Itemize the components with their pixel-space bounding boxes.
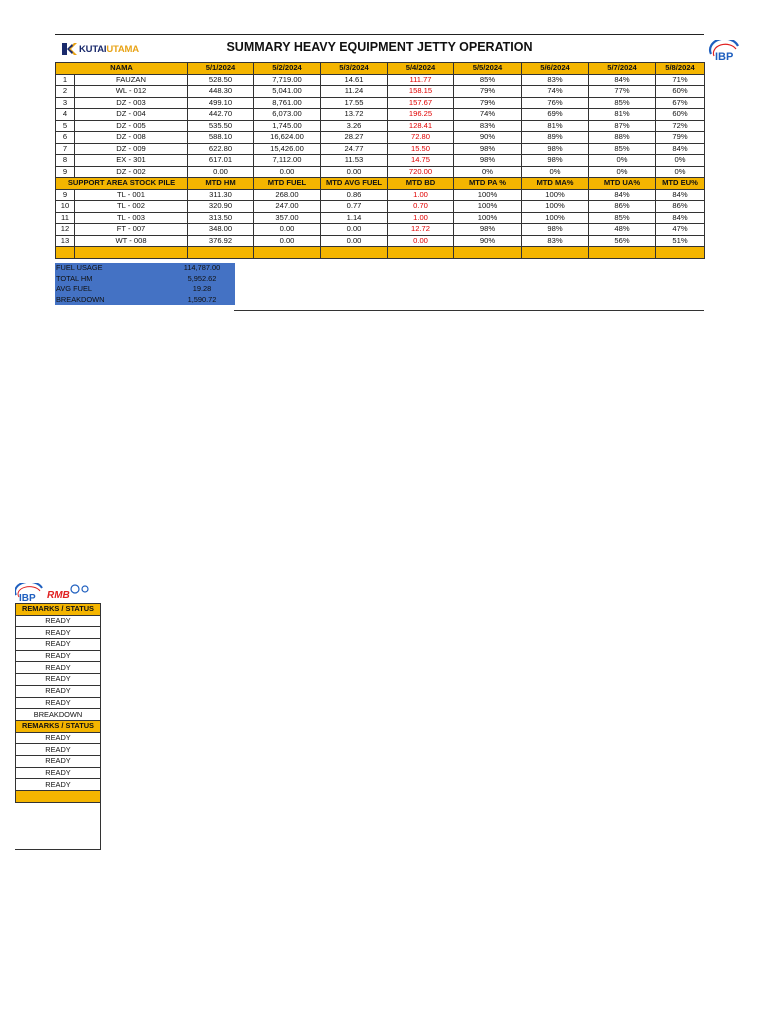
avg-fuel-cell: 3.26 (321, 120, 388, 132)
avg-fuel-cell: 28.27 (321, 132, 388, 144)
hm-cell: 320.90 (188, 201, 254, 213)
ibp-logo-icon (708, 40, 742, 62)
pa-cell: 98% (454, 143, 522, 155)
hm-cell: 376.92 (188, 235, 254, 247)
status-cell: READY (16, 779, 101, 791)
fuel-cell: 1,745.00 (254, 120, 321, 132)
summary-value: 19.28 (169, 284, 235, 295)
fuel-cell: 0.00 (254, 166, 321, 178)
unit-name: TL - 002 (75, 201, 188, 213)
fuel-cell: 15,426.00 (254, 143, 321, 155)
pa-cell: 0% (454, 166, 522, 178)
row-number: 2 (56, 86, 75, 98)
bd-cell: 72.80 (388, 132, 454, 144)
remarks-row (16, 627, 101, 639)
eu-cell: 0% (656, 155, 705, 167)
row-number: 13 (56, 235, 75, 247)
unit-name: DZ - 003 (75, 97, 188, 109)
avg-fuel-cell: 17.55 (321, 97, 388, 109)
column-header: 5/6/2024 (522, 63, 589, 75)
ua-cell: 85% (589, 212, 656, 224)
ua-cell: 84% (589, 74, 656, 86)
unit-name: DZ - 009 (75, 143, 188, 155)
avg-fuel-cell: 14.61 (321, 74, 388, 86)
hm-cell: 442.70 (188, 109, 254, 121)
ma-cell: 98% (522, 155, 589, 167)
summary-row (55, 295, 235, 306)
fuel-cell: 247.00 (254, 201, 321, 213)
table-row (56, 132, 705, 144)
ua-cell: 88% (589, 132, 656, 144)
table-row (56, 86, 705, 98)
summary-label: FUEL USAGE (55, 263, 169, 274)
ma-cell: 100% (522, 212, 589, 224)
pa-cell: 90% (454, 132, 522, 144)
status-cell: READY (16, 615, 101, 627)
ma-cell: 83% (522, 74, 589, 86)
remarks-header: REMARKS / STATUS (16, 720, 101, 732)
bd-cell: 15.50 (388, 143, 454, 155)
eu-cell: 0% (656, 166, 705, 178)
status-cell: READY (16, 639, 101, 651)
summary-label: AVG FUEL (55, 284, 169, 295)
pa-cell: 100% (454, 201, 522, 213)
ua-cell: 0% (589, 166, 656, 178)
bd-cell: 14.75 (388, 155, 454, 167)
fuel-cell: 0.00 (254, 235, 321, 247)
ua-cell: 84% (589, 189, 656, 201)
table-row (56, 143, 705, 155)
remarks-row (16, 650, 101, 662)
summary-row (55, 284, 235, 295)
status-cell: READY (16, 767, 101, 779)
summary-label: TOTAL HM (55, 274, 169, 285)
table-row (56, 74, 705, 86)
remarks-empty-area (15, 803, 101, 850)
ua-cell: 56% (589, 235, 656, 247)
fuel-cell: 357.00 (254, 212, 321, 224)
row-number: 9 (56, 189, 75, 201)
remarks-header-row (16, 720, 101, 732)
remarks-table (15, 603, 101, 803)
bd-cell: 196.25 (388, 109, 454, 121)
remarks-blank-row (16, 791, 101, 803)
row-number: 7 (56, 143, 75, 155)
status-cell: READY (16, 732, 101, 744)
status-cell: READY (16, 674, 101, 686)
column-header: NAMA (56, 63, 188, 75)
avg-fuel-cell: 0.86 (321, 189, 388, 201)
bd-cell: 128.41 (388, 120, 454, 132)
eu-cell: 51% (656, 235, 705, 247)
hm-cell: 0.00 (188, 166, 254, 178)
column-header: MTD MA% (522, 178, 589, 190)
table-row (56, 235, 705, 247)
table-row (56, 166, 705, 178)
bd-cell: 720.00 (388, 166, 454, 178)
column-header: 5/4/2024 (388, 63, 454, 75)
status-cell: BREAKDOWN (16, 709, 101, 721)
table-row (56, 120, 705, 132)
column-header: MTD UA% (589, 178, 656, 190)
column-header: 5/7/2024 (589, 63, 656, 75)
ua-cell: 87% (589, 120, 656, 132)
fuel-cell: 6,073.00 (254, 109, 321, 121)
avg-fuel-cell: 24.77 (321, 143, 388, 155)
column-header: MTD HM (188, 178, 254, 190)
ua-cell: 77% (589, 86, 656, 98)
eu-cell: 60% (656, 109, 705, 121)
row-number: 6 (56, 132, 75, 144)
remarks-row (16, 779, 101, 791)
unit-name: EX - 301 (75, 155, 188, 167)
unit-name: DZ - 005 (75, 120, 188, 132)
table-row (56, 201, 705, 213)
fuel-cell: 7,112.00 (254, 155, 321, 167)
report-title: SUMMARY HEAVY EQUIPMENT JETTY OPERATION (226, 40, 533, 54)
column-header: 5/1/2024 (188, 63, 254, 75)
remarks-row (16, 709, 101, 721)
eu-cell: 84% (656, 143, 705, 155)
bd-cell: 0.00 (388, 235, 454, 247)
kutai-logo-text: KUTAIUTAMA (79, 43, 139, 55)
row-number: 10 (56, 201, 75, 213)
fuel-cell: 16,624.00 (254, 132, 321, 144)
bd-cell: 158.15 (388, 86, 454, 98)
panel-logos (15, 583, 101, 603)
summary-value: 5,952.62 (169, 274, 235, 285)
row-number: 5 (56, 120, 75, 132)
title-bar (55, 34, 734, 62)
ua-cell: 81% (589, 109, 656, 121)
column-header: 5/8/2024 (656, 63, 705, 75)
bd-cell: 1.00 (388, 189, 454, 201)
hm-cell: 622.80 (188, 143, 254, 155)
fuel-cell: 7,719.00 (254, 74, 321, 86)
pa-cell: 98% (454, 224, 522, 236)
ma-cell: 100% (522, 189, 589, 201)
bd-cell: 111.77 (388, 74, 454, 86)
column-header: SUPPORT AREA STOCK PILE (56, 178, 188, 190)
fuel-cell: 268.00 (254, 189, 321, 201)
pa-cell: 79% (454, 97, 522, 109)
avg-fuel-cell: 11.24 (321, 86, 388, 98)
unit-name: FT - 007 (75, 224, 188, 236)
ua-cell: 85% (589, 97, 656, 109)
pa-cell: 90% (454, 235, 522, 247)
remarks-row (16, 744, 101, 756)
remarks-row (16, 732, 101, 744)
support-header-row (56, 178, 705, 190)
avg-fuel-cell: 13.72 (321, 109, 388, 121)
unit-name: DZ - 002 (75, 166, 188, 178)
panel-rmb-text: RMB (47, 590, 70, 601)
summary-divider (234, 310, 704, 311)
ma-cell: 98% (522, 224, 589, 236)
hm-cell: 535.50 (188, 120, 254, 132)
pa-cell: 83% (454, 120, 522, 132)
table-row (56, 189, 705, 201)
summary-value: 114,787.00 (169, 263, 235, 274)
summary-row (55, 263, 235, 274)
ua-cell: 48% (589, 224, 656, 236)
status-cell: READY (16, 685, 101, 697)
hm-cell: 448.30 (188, 86, 254, 98)
hm-cell: 313.50 (188, 212, 254, 224)
pa-cell: 98% (454, 155, 522, 167)
unit-name: TL - 001 (75, 189, 188, 201)
remarks-row (16, 615, 101, 627)
hm-cell: 348.00 (188, 224, 254, 236)
column-header: 5/2/2024 (254, 63, 321, 75)
eu-cell: 67% (656, 97, 705, 109)
fuel-cell: 0.00 (254, 224, 321, 236)
ma-cell: 0% (522, 166, 589, 178)
ma-cell: 83% (522, 235, 589, 247)
remarks-row (16, 639, 101, 651)
unit-name: WT - 008 (75, 235, 188, 247)
remarks-row (16, 697, 101, 709)
hm-cell: 617.01 (188, 155, 254, 167)
avg-fuel-cell: 0.00 (321, 224, 388, 236)
unit-name: DZ - 008 (75, 132, 188, 144)
status-cell: READY (16, 744, 101, 756)
pa-cell: 100% (454, 189, 522, 201)
avg-fuel-cell: 11.53 (321, 155, 388, 167)
remarks-row (16, 755, 101, 767)
row-number: 1 (56, 74, 75, 86)
column-header: MTD PA % (454, 178, 522, 190)
eu-cell: 84% (656, 212, 705, 224)
remarks-row (16, 662, 101, 674)
remarks-row (16, 767, 101, 779)
row-number: 11 (56, 212, 75, 224)
column-header: MTD FUEL (254, 178, 321, 190)
ma-cell: 100% (522, 201, 589, 213)
bd-cell: 0.70 (388, 201, 454, 213)
unit-name: FAUZAN (75, 74, 188, 86)
remarks-header: REMARKS / STATUS (16, 604, 101, 616)
column-header: MTD AVG FUEL (321, 178, 388, 190)
hm-cell: 528.50 (188, 74, 254, 86)
fuel-cell: 5,041.00 (254, 86, 321, 98)
ua-cell: 85% (589, 143, 656, 155)
status-cell: READY (16, 755, 101, 767)
row-number: 3 (56, 97, 75, 109)
column-header: MTD BD (388, 178, 454, 190)
unit-name: WL - 012 (75, 86, 188, 98)
ma-cell: 89% (522, 132, 589, 144)
unit-name: TL - 003 (75, 212, 188, 224)
summary-value: 1,590.72 (169, 295, 235, 306)
unit-name: DZ - 004 (75, 109, 188, 121)
eu-cell: 86% (656, 201, 705, 213)
column-header: 5/3/2024 (321, 63, 388, 75)
report-sheet (55, 34, 734, 259)
hm-cell: 588.10 (188, 132, 254, 144)
avg-fuel-cell: 0.00 (321, 166, 388, 178)
ma-cell: 98% (522, 143, 589, 155)
row-number: 9 (56, 166, 75, 178)
remarks-row (16, 674, 101, 686)
eu-cell: 84% (656, 189, 705, 201)
ibp-logo-text: IBP (715, 51, 734, 62)
pa-cell: 79% (454, 86, 522, 98)
status-cell: READY (16, 650, 101, 662)
table-row (56, 224, 705, 236)
ma-cell: 69% (522, 109, 589, 121)
avg-fuel-cell: 1.14 (321, 212, 388, 224)
summary-row (55, 274, 235, 285)
hm-cell: 499.10 (188, 97, 254, 109)
eu-cell: 72% (656, 120, 705, 132)
ma-cell: 76% (522, 97, 589, 109)
table-row (56, 97, 705, 109)
avg-fuel-cell: 0.77 (321, 201, 388, 213)
remarks-panel (15, 583, 101, 850)
ibp-rmb-logo-icon (15, 583, 101, 603)
remarks-header-row (16, 604, 101, 616)
row-number: 12 (56, 224, 75, 236)
column-header: 5/5/2024 (454, 63, 522, 75)
equipment-table (55, 62, 705, 259)
row-number: 4 (56, 109, 75, 121)
pa-cell: 100% (454, 212, 522, 224)
ua-cell: 0% (589, 155, 656, 167)
remarks-row (16, 685, 101, 697)
eu-cell: 60% (656, 86, 705, 98)
table-row (56, 109, 705, 121)
summary-block (55, 263, 704, 305)
bd-cell: 157.67 (388, 97, 454, 109)
table-row (56, 155, 705, 167)
status-cell: READY (16, 662, 101, 674)
column-header: MTD EU% (656, 178, 705, 190)
panel-ibp-text: IBP (19, 593, 36, 603)
status-cell: READY (16, 627, 101, 639)
hm-cell: 311.30 (188, 189, 254, 201)
pa-cell: 85% (454, 74, 522, 86)
table-row (56, 212, 705, 224)
eu-cell: 79% (656, 132, 705, 144)
blank-cell (16, 791, 101, 803)
avg-fuel-cell: 0.00 (321, 235, 388, 247)
eu-cell: 47% (656, 224, 705, 236)
ma-cell: 81% (522, 120, 589, 132)
bd-cell: 1.00 (388, 212, 454, 224)
fuel-cell: 8,761.00 (254, 97, 321, 109)
summary-label: BREAKDOWN (55, 295, 169, 306)
eu-cell: 71% (656, 74, 705, 86)
blank-row (56, 247, 705, 259)
row-number: 8 (56, 155, 75, 167)
ma-cell: 74% (522, 86, 589, 98)
status-cell: READY (16, 697, 101, 709)
pa-cell: 74% (454, 109, 522, 121)
bd-cell: 12.72 (388, 224, 454, 236)
date-header-row (56, 63, 705, 75)
ua-cell: 86% (589, 201, 656, 213)
